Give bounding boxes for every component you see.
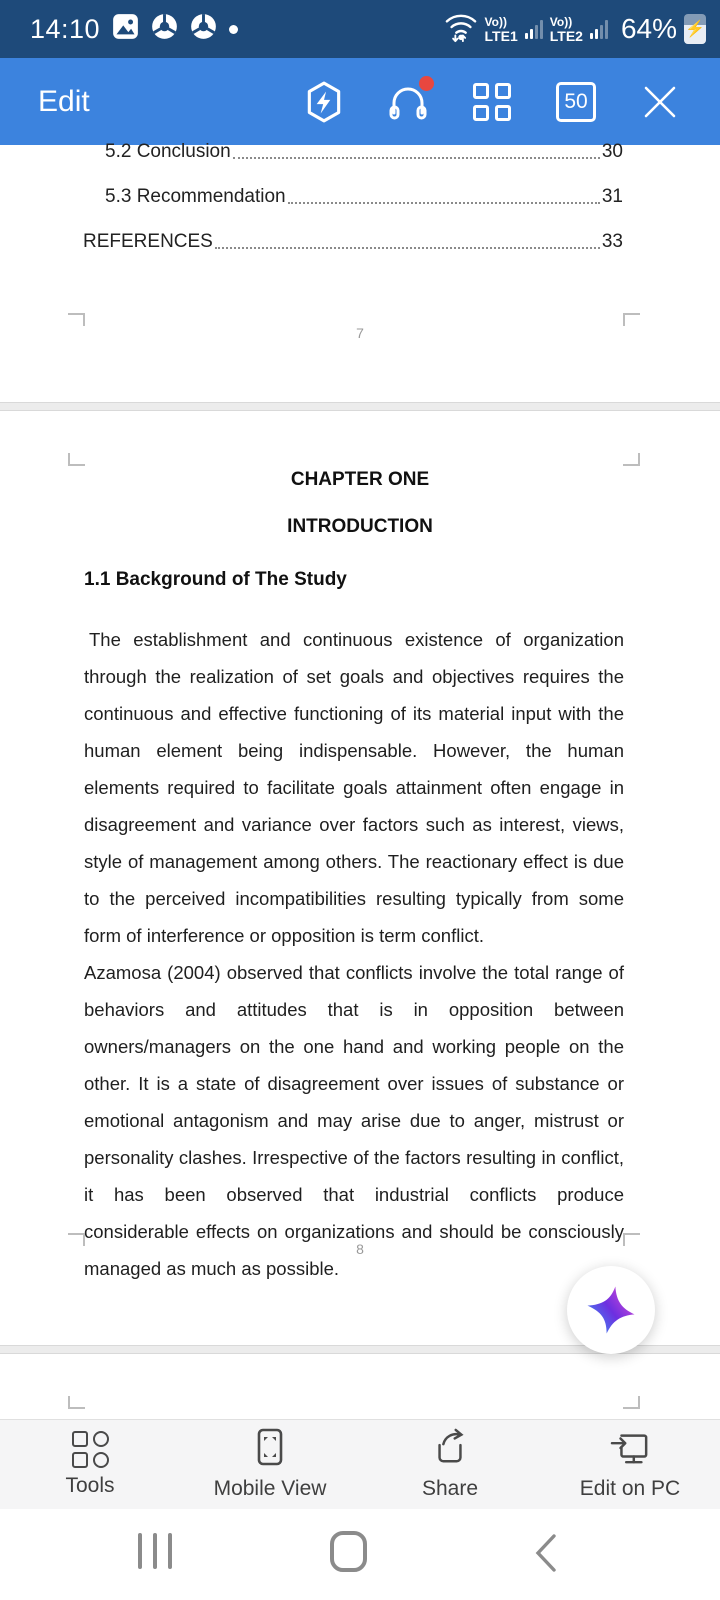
section-heading: INTRODUCTION (287, 516, 433, 537)
back-chevron-icon (534, 1533, 558, 1573)
ai-sparkle-icon (584, 1283, 638, 1337)
support-button[interactable] (386, 80, 430, 124)
edit-on-pc-icon (610, 1428, 650, 1471)
close-icon (641, 83, 679, 121)
browser-notification-icon (151, 13, 178, 45)
gallery-notification-icon (112, 13, 139, 45)
toc-entry: 5.3 Recommendation 31 (105, 186, 623, 207)
mobile-view-icon (257, 1428, 283, 1471)
sim1-network-label: Vo)) LTE1 (484, 14, 518, 44)
sim1-signal-icon (525, 19, 543, 39)
body-text (84, 621, 624, 1287)
grid-icon (473, 83, 511, 121)
back-button[interactable] (534, 1533, 558, 1578)
android-nav-bar (0, 1509, 720, 1600)
tools-button[interactable]: Tools (0, 1420, 180, 1509)
page-separator (0, 402, 720, 411)
share-button[interactable]: Share (360, 1420, 540, 1509)
battery-charging-icon: ⚡ (684, 14, 706, 44)
sim2-signal-icon (590, 19, 608, 39)
notification-dot (419, 76, 434, 91)
wifi-icon (444, 11, 478, 48)
components-button[interactable] (470, 80, 514, 124)
recents-button[interactable] (138, 1533, 172, 1569)
document-page-9[interactable] (0, 1354, 720, 1419)
chapter-heading: CHAPTER ONE (290, 469, 430, 490)
document-page-8[interactable] (0, 411, 720, 1345)
page-number: 8 (356, 1241, 364, 1257)
paragraph: The establishment and continuous existence of organization through the realization of set goals and objectives requires the continuous and effective functioning of its material input with the human element being indispensable. However, the human elements required to facilitate goals attainment often engage in disagreement and variance over factors such as interest, views, style of management among others. The reactionary effect is due to the perceived incompatibilities resulting typically from some form of interference or opposition is term conflict. (84, 629, 624, 946)
clock: 14:10 (30, 13, 101, 44)
document-page-7[interactable] (0, 141, 720, 402)
toc-entry: REFERENCES 33 (83, 231, 623, 252)
tools-icon (72, 1431, 109, 1468)
margin-mark (68, 453, 85, 466)
quick-tools-button[interactable] (302, 80, 346, 124)
page-count-button[interactable] (554, 80, 598, 124)
hexagon-bolt-icon (303, 80, 345, 124)
page-count-badge: 50 (556, 82, 596, 122)
margin-mark (623, 1396, 640, 1409)
subsection-heading: 1.1 Background of The Study (84, 569, 347, 590)
edit-on-pc-button[interactable]: Edit on PC (540, 1420, 720, 1509)
edit-toolbar (0, 58, 720, 145)
margin-mark (623, 453, 640, 466)
sim2-network-label: Vo)) LTE2 (549, 14, 583, 44)
edit-mode-button[interactable]: Edit (38, 84, 90, 118)
home-button[interactable] (330, 1531, 367, 1572)
bottom-toolbar (0, 1419, 720, 1509)
mobile-view-button[interactable]: Mobile View (180, 1420, 360, 1509)
margin-mark (68, 1396, 85, 1409)
browser-notification-icon-2 (190, 13, 217, 45)
more-notifications-dot-icon (229, 25, 238, 34)
status-bar (0, 0, 720, 58)
toc-entry: 5.2 Conclusion 30 (105, 141, 623, 162)
close-button[interactable] (638, 80, 682, 124)
share-icon (431, 1428, 469, 1471)
paragraph: Azamosa (2004) observed that conflicts involve the total range of behaviors and attitudes that is in opposition between owners/managers on the one hand and working people on the other. It is a state of disagreement over issues of substance or emotional antagonism and may arise due to anger, mistrust or personality clashes. Irrespective of the factors resulting in conflict, it has been observed that industrial conflicts produce considerable effects on organizations and should be consciously managed as much as possible. (84, 962, 624, 1279)
battery-percent: 64% (620, 13, 677, 44)
page-number: 7 (356, 325, 364, 341)
ai-assistant-fab[interactable] (567, 1266, 655, 1354)
